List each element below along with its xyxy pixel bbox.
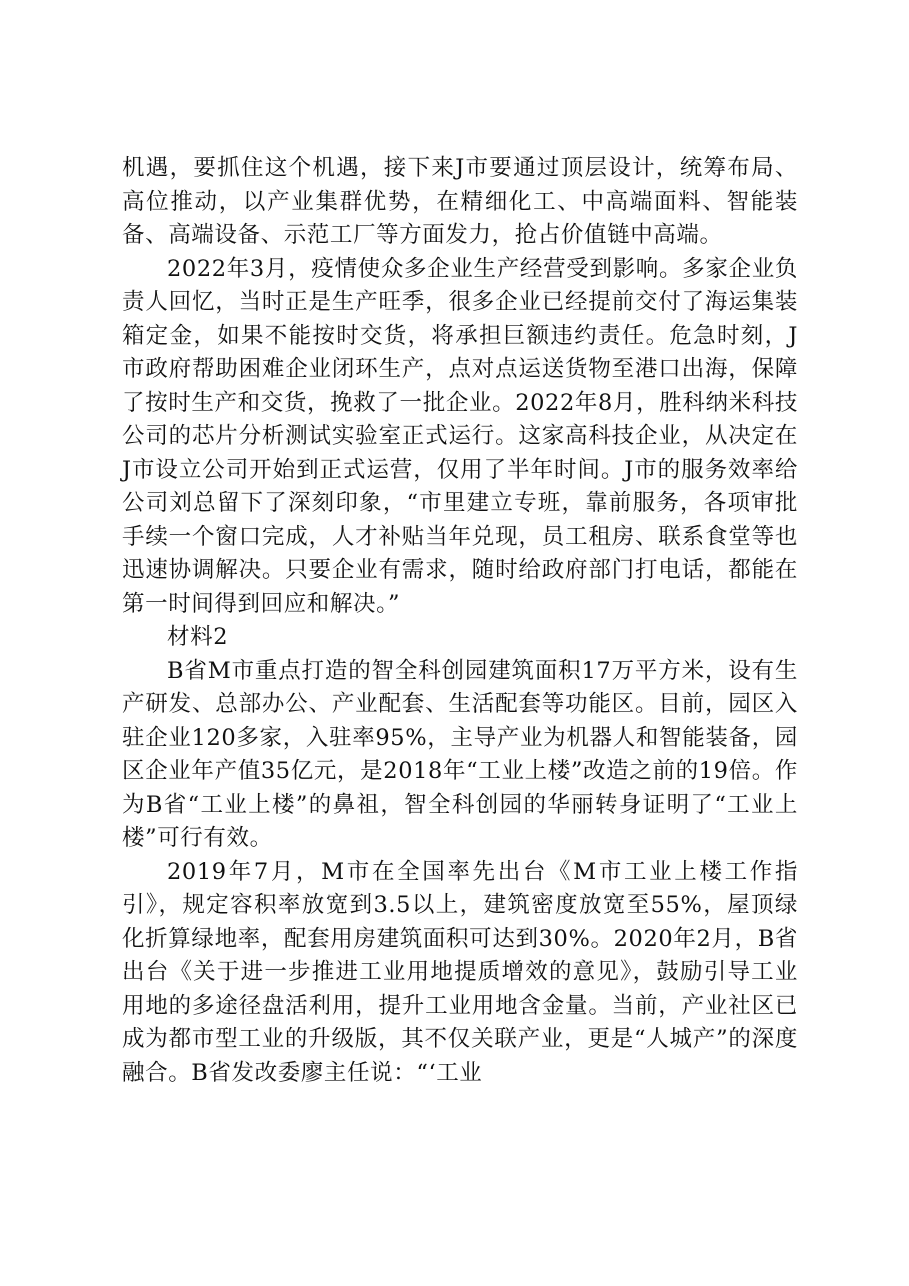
paragraph-1: 机遇，要抓住这个机遇，接下来J市要通过顶层设计，统筹布局、高位推动，以产业集群优势，在精细化工、中高端面料、智能装备、高端设备、示范工厂等方面发力，抢占价值链中高端。 [122, 155, 798, 248]
paragraph-2: 2022年3月，疫情使众多企业生产经营受到影响。多家企业负责人回忆，当时正是生产旺季，很多企业已经提前交付了海运集装箱定金，如果不能按时交货，将承担巨额违约责任。危急时刻，J市政府帮助困难企业闭环生产，点对点运送货物至港口出海，保障了按时生产和交货，挽救了一批企业。2022年8月，胜科纳米科技公司的芯片分析测试实验室正式运行。这家高科技企业，从决定在J市设立公司开始到正式运营，仅用了半年时间。J市的服务效率给公司刘总留下了深刻印象，“市里建立专班，靠前服务，各项审批手续一个窗口完成，人才补贴当年兑现，员工租房、联系食堂等也迅速协调解决。只要企业有需求，随时给政府部门打电话，都能在第一时间得到回应和解决。” [122, 255, 798, 617]
document-body [122, 152, 798, 1090]
paragraph-3: B省M市重点打造的智全科创园建筑面积17万平方米，设有生产研发、总部办公、产业配套、生活配套等功能区。目前，园区入驻企业120多家，入驻率95%，主导产业为机器人和智能装备，园区企业年产值35亿元，是2018年“工业上楼”改造之前的19倍。作为B省“工业上楼”的鼻祖，智全科创园的华丽转身证明了“工业上楼”可行有效。 [122, 657, 798, 851]
paragraph-4: 2019年7月，M市在全国率先出台《M市工业上楼工作指引》，规定容积率放宽到3.5以上，建筑密度放宽至55%，屋顶绿化折算绿地率，配套用房建筑面积可达到30%。2020年2月，B省出台《关于进一步推进工业用地提质增效的意见》，鼓励引导工业用地的多途径盘活利用，提升工业用地含金量。当前，产业社区已成为都市型工业的升级版，其不仅关联产业，更是“人城产”的深度融合。B省发改委廖主任说：“‘工业 [122, 858, 798, 1086]
material-heading: 材料2 [167, 624, 229, 650]
